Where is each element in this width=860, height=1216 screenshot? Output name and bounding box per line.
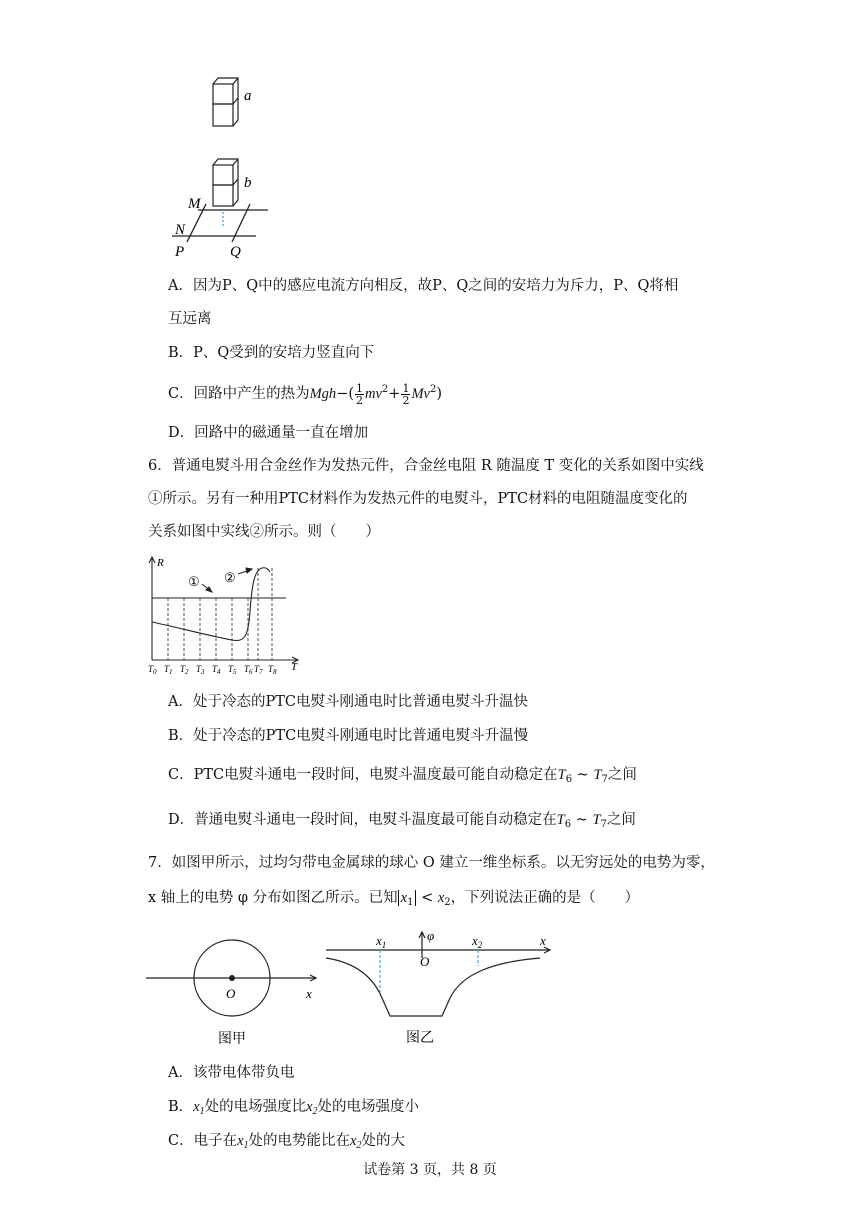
magnet-rails-figure — [160, 70, 290, 265]
tick-label: $T_0$ — [148, 664, 157, 676]
label-N: N — [175, 222, 186, 238]
T-symbol: T — [557, 767, 566, 783]
axis-T: T — [291, 661, 298, 673]
sub-2: 2 — [356, 1140, 362, 1151]
sub-2: 2 — [312, 1106, 318, 1117]
sub-7: 7 — [600, 819, 607, 830]
label-a: a — [244, 88, 252, 104]
resistance-temperature-graph — [140, 552, 310, 680]
q7-option-b-mid: 处的电场强度比 — [204, 1099, 307, 1115]
label-M: M — [188, 196, 201, 212]
q7-stem-line2-b: ，下列说法正确的是（ ） — [450, 890, 640, 906]
q7-stem-line1: 7．如图甲所示，过均匀带电金属球的球心 O 建立一维坐标系。以无穷远处的电势为零， — [148, 855, 715, 871]
label-x: x — [306, 986, 312, 1001]
formula-paren-open: −( — [336, 386, 354, 402]
tick-label: $T_2$ — [180, 664, 189, 676]
x-symbol: x — [437, 890, 445, 906]
label-Q: Q — [230, 244, 241, 260]
frac-num: 1 — [356, 381, 363, 395]
q6-stem-line1: 6．普通电熨斗用合金丝作为发热元件，合金丝电阻 R 随温度 T 变化的关系如图中实线 — [148, 458, 704, 474]
x1-sub: 1 — [381, 940, 387, 950]
sub-6: 6 — [565, 774, 573, 785]
q5-option-a-line1: A．因为P、Q中的感应电流方向相反，故P、Q之间的安培力为斥力，P、Q将相 — [168, 278, 679, 294]
frac-den: 2 — [402, 393, 410, 407]
x-symbol: x — [400, 890, 408, 906]
figure-jia-sphere — [140, 930, 325, 1050]
x1-x: x — [376, 933, 382, 948]
formula-Mv: Mv — [411, 386, 430, 402]
q5-option-a-line2: 互远离 — [168, 311, 212, 327]
q7-option-c — [168, 1131, 405, 1156]
tilde: ~ — [572, 767, 594, 783]
q6-option-b: B．处于冷态的PTC电熨斗刚通电时比普通电熨斗升温慢 — [168, 728, 529, 744]
tick-label: $T_7$ — [254, 664, 263, 676]
T-symbol: T — [593, 767, 602, 783]
x-symbol: x — [350, 1133, 357, 1149]
tick-labels — [148, 664, 277, 676]
sup-2: 2 — [381, 384, 389, 395]
curve1-label: ① — [188, 574, 200, 589]
sub-6: 6 — [564, 819, 572, 830]
q6-option-d-suffix: 之间 — [606, 812, 636, 828]
tick-label: $T_6$ — [244, 664, 253, 676]
q5-option-d: D．回路中的磁通量一直在增加 — [168, 425, 369, 441]
q7-option-a: A．该带电体带负电 — [168, 1065, 295, 1081]
q6-stem-line3: 关系如图中实线②所示。则（ ） — [148, 524, 380, 540]
q7-option-c-end: 处的大 — [361, 1133, 405, 1149]
x-symbol: x — [306, 1099, 313, 1115]
label-P: P — [175, 244, 185, 260]
x2-x: x — [472, 933, 478, 948]
caption-yi: 图乙 — [406, 1031, 434, 1046]
frac-num: 1 — [402, 381, 410, 395]
label-x1 — [375, 933, 386, 950]
abs-x1 — [398, 890, 417, 906]
formula-mgh: Mgh — [309, 386, 337, 402]
formula-paren-close: ) — [436, 386, 443, 402]
q7-option-c-mid: 处的电势能比在 — [248, 1133, 351, 1149]
q5-option-c — [168, 380, 442, 406]
center-dot — [229, 975, 235, 981]
q6-option-c — [168, 765, 637, 790]
curve2-label: ② — [224, 570, 236, 585]
page-footer: 试卷第 3 页，共 8 页 — [363, 1162, 497, 1178]
q7-option-b — [168, 1097, 419, 1122]
label-b: b — [244, 175, 252, 191]
sup-2: 2 — [429, 384, 437, 395]
q7-stem-line2 — [148, 888, 639, 913]
magnet-a — [213, 78, 238, 126]
label-O: O — [420, 954, 430, 969]
x-symbol: x — [237, 1133, 244, 1149]
sub-1: 1 — [199, 1106, 205, 1117]
q6-stem-line2: ①所示。另有一种用PTC材料作为发热元件的电熨斗，PTC材料的电阻随温度变化的 — [148, 491, 688, 507]
label-O: O — [226, 986, 236, 1001]
tick-label: $T_3$ — [196, 664, 205, 676]
tick-label: $T_4$ — [212, 664, 221, 676]
frac-den: 2 — [356, 393, 363, 407]
q6-option-d-text: D．普通电熨斗通电一段时间，电熨斗温度最可能自动稳定在 — [168, 812, 557, 828]
q7-stem-line2-a: x 轴上的电势 φ 分布如图乙所示。已知 — [148, 890, 398, 906]
q7-option-c-start: C．电子在 — [168, 1133, 238, 1149]
label-phi: φ — [427, 928, 435, 943]
axis-R: R — [157, 557, 164, 569]
sub-7: 7 — [601, 774, 608, 785]
tilde: ~ — [571, 812, 593, 828]
tick-label: $T_8$ — [268, 664, 277, 676]
q6-option-c-text: C．PTC电熨斗通电一段时间，电熨斗温度最可能自动稳定在 — [168, 767, 558, 783]
q7-option-b-letter: B． — [168, 1099, 194, 1115]
fraction-half-2 — [401, 383, 410, 406]
sub-1: 1 — [243, 1140, 249, 1151]
q5-option-c-text: C．回路中产生的热为 — [168, 386, 310, 402]
q6-option-c-suffix: 之间 — [607, 767, 637, 783]
formula-mv: mv — [365, 386, 382, 402]
fraction-half-1 — [355, 383, 364, 406]
tick-label: $T_5$ — [228, 664, 237, 676]
formula-plus: + — [388, 386, 401, 402]
sub-1: 1 — [407, 897, 414, 908]
figure-yi-potential — [322, 928, 562, 1053]
x-symbol: x — [193, 1099, 200, 1115]
sub-2: 2 — [444, 897, 451, 908]
q5-option-b: B．P、Q受到的安培力竖直向下 — [168, 345, 375, 361]
T-symbol: T — [556, 812, 565, 828]
x2-sub: 2 — [477, 940, 483, 950]
less-than: < — [416, 890, 438, 906]
label-x: x — [540, 933, 546, 948]
q6-option-a: A．处于冷态的PTC电熨斗刚通电时比普通电熨斗升温快 — [168, 694, 528, 710]
q7-option-b-end: 处的电场强度小 — [317, 1099, 420, 1115]
label-x2 — [471, 933, 483, 950]
tick-label: $T_1$ — [164, 664, 173, 676]
rails — [172, 204, 268, 242]
caption-jia: 图甲 — [218, 1032, 246, 1047]
q6-option-d — [168, 810, 636, 835]
T-symbol: T — [592, 812, 601, 828]
magnet-b — [213, 159, 238, 206]
